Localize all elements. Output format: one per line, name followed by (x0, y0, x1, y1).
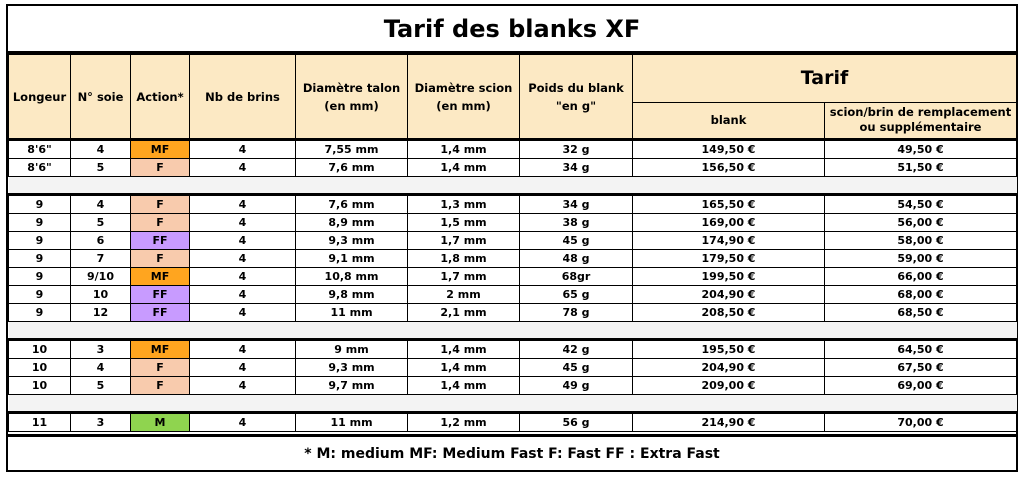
cell-scion: 1,7 mm (408, 268, 520, 286)
cell-soie: 3 (71, 340, 131, 359)
cell-remplacement: 66,00 € (825, 268, 1017, 286)
cell-talon: 7,55 mm (296, 140, 408, 159)
cell-talon: 11 mm (296, 304, 408, 322)
cell-blank: 214,90 € (633, 413, 825, 432)
cell-brins: 4 (190, 340, 296, 359)
cell-brins: 4 (190, 413, 296, 432)
cell-longeur: 9 (9, 232, 71, 250)
cell-poids: 48 g (520, 250, 633, 268)
cell-soie: 5 (71, 377, 131, 395)
cell-action: FF (131, 286, 190, 304)
table-row (9, 340, 1017, 359)
cell-soie: 4 (71, 195, 131, 214)
cell-longeur: 9 (9, 304, 71, 322)
cell-brins: 4 (190, 140, 296, 159)
table-row (9, 359, 1017, 377)
cell-soie: 10 (71, 286, 131, 304)
cell-remplacement: 54,50 € (825, 195, 1017, 214)
separator-cell (9, 322, 1017, 340)
cell-remplacement: 67,50 € (825, 359, 1017, 377)
cell-action: F (131, 359, 190, 377)
cell-poids: 34 g (520, 195, 633, 214)
cell-brins: 4 (190, 377, 296, 395)
price-sheet (6, 4, 1018, 472)
cell-blank: 195,50 € (633, 340, 825, 359)
cell-poids: 68gr (520, 268, 633, 286)
action-legend: * M: medium MF: Medium Fast F: Fast FF : Extra Fast (8, 434, 1016, 470)
cell-brins: 4 (190, 304, 296, 322)
cell-remplacement: 68,00 € (825, 286, 1017, 304)
cell-talon: 9,8 mm (296, 286, 408, 304)
cell-scion: 1,5 mm (408, 214, 520, 232)
cell-blank: 204,90 € (633, 359, 825, 377)
cell-blank: 179,50 € (633, 250, 825, 268)
cell-soie: 4 (71, 140, 131, 159)
cell-longeur: 10 (9, 340, 71, 359)
cell-poids: 45 g (520, 232, 633, 250)
cell-talon: 11 mm (296, 413, 408, 432)
header-soie: N° soie (71, 55, 131, 140)
cell-scion: 2,1 mm (408, 304, 520, 322)
cell-poids: 32 g (520, 140, 633, 159)
cell-poids: 38 g (520, 214, 633, 232)
cell-remplacement: 58,00 € (825, 232, 1017, 250)
cell-talon: 10,8 mm (296, 268, 408, 286)
cell-remplacement: 70,00 € (825, 413, 1017, 432)
cell-action: F (131, 195, 190, 214)
cell-scion: 1,2 mm (408, 413, 520, 432)
header-brins: Nb de brins (190, 55, 296, 140)
cell-scion: 1,4 mm (408, 159, 520, 177)
header-talon: Diamètre talon (en mm) (296, 55, 408, 140)
cell-action: FF (131, 304, 190, 322)
cell-brins: 4 (190, 232, 296, 250)
table-row (9, 286, 1017, 304)
cell-action: F (131, 377, 190, 395)
price-table (8, 54, 1017, 432)
header-tarif: Tarif (633, 55, 1017, 103)
cell-brins: 4 (190, 250, 296, 268)
cell-action: FF (131, 232, 190, 250)
cell-blank: 156,50 € (633, 159, 825, 177)
header-longeur: Longeur (9, 55, 71, 140)
cell-scion: 1,3 mm (408, 195, 520, 214)
cell-soie: 5 (71, 159, 131, 177)
cell-talon: 9,7 mm (296, 377, 408, 395)
cell-poids: 65 g (520, 286, 633, 304)
cell-scion: 1,7 mm (408, 232, 520, 250)
cell-brins: 4 (190, 359, 296, 377)
cell-brins: 4 (190, 268, 296, 286)
cell-scion: 1,4 mm (408, 140, 520, 159)
cell-talon: 9,3 mm (296, 359, 408, 377)
cell-soie: 9/10 (71, 268, 131, 286)
cell-remplacement: 56,00 € (825, 214, 1017, 232)
cell-talon: 9,3 mm (296, 232, 408, 250)
table-row (9, 250, 1017, 268)
cell-poids: 34 g (520, 159, 633, 177)
page-title: Tarif des blanks XF (8, 6, 1016, 54)
cell-longeur: 9 (9, 214, 71, 232)
cell-poids: 45 g (520, 359, 633, 377)
cell-talon: 7,6 mm (296, 195, 408, 214)
cell-talon: 9,1 mm (296, 250, 408, 268)
cell-talon: 7,6 mm (296, 159, 408, 177)
cell-scion: 2 mm (408, 286, 520, 304)
table-body (9, 140, 1017, 432)
cell-poids: 49 g (520, 377, 633, 395)
header-remplacement: scion/brin de remplacement ou supplémentaire (825, 102, 1017, 139)
table-row (9, 304, 1017, 322)
cell-remplacement: 64,50 € (825, 340, 1017, 359)
cell-brins: 4 (190, 159, 296, 177)
cell-poids: 42 g (520, 340, 633, 359)
cell-blank: 165,50 € (633, 195, 825, 214)
cell-action: MF (131, 268, 190, 286)
group-separator (9, 177, 1017, 195)
header-blank: blank (633, 102, 825, 139)
cell-scion: 1,4 mm (408, 377, 520, 395)
cell-longeur: 9 (9, 286, 71, 304)
cell-action: MF (131, 140, 190, 159)
cell-action: F (131, 250, 190, 268)
cell-action: F (131, 214, 190, 232)
table-row (9, 140, 1017, 159)
header-scion: Diamètre scion (en mm) (408, 55, 520, 140)
header-action: Action* (131, 55, 190, 140)
cell-brins: 4 (190, 195, 296, 214)
table-row (9, 268, 1017, 286)
cell-brins: 4 (190, 286, 296, 304)
cell-action: M (131, 413, 190, 432)
cell-soie: 5 (71, 214, 131, 232)
cell-talon: 9 mm (296, 340, 408, 359)
table-row (9, 214, 1017, 232)
cell-longeur: 10 (9, 359, 71, 377)
cell-longeur: 10 (9, 377, 71, 395)
cell-poids: 56 g (520, 413, 633, 432)
cell-remplacement: 51,50 € (825, 159, 1017, 177)
cell-blank: 149,50 € (633, 140, 825, 159)
cell-scion: 1,8 mm (408, 250, 520, 268)
table-row (9, 195, 1017, 214)
group-separator (9, 395, 1017, 413)
cell-scion: 1,4 mm (408, 340, 520, 359)
cell-remplacement: 68,50 € (825, 304, 1017, 322)
cell-action: MF (131, 340, 190, 359)
separator-cell (9, 177, 1017, 195)
cell-brins: 4 (190, 214, 296, 232)
table-row (9, 377, 1017, 395)
cell-blank: 204,90 € (633, 286, 825, 304)
cell-longeur: 8'6" (9, 140, 71, 159)
cell-blank: 174,90 € (633, 232, 825, 250)
cell-soie: 7 (71, 250, 131, 268)
cell-blank: 209,00 € (633, 377, 825, 395)
table-row (9, 232, 1017, 250)
table-row (9, 413, 1017, 432)
cell-longeur: 8'6" (9, 159, 71, 177)
cell-remplacement: 69,00 € (825, 377, 1017, 395)
cell-longeur: 11 (9, 413, 71, 432)
separator-cell (9, 395, 1017, 413)
cell-longeur: 9 (9, 268, 71, 286)
cell-scion: 1,4 mm (408, 359, 520, 377)
cell-longeur: 9 (9, 250, 71, 268)
cell-soie: 12 (71, 304, 131, 322)
header-poids: Poids du blank "en g" (520, 55, 633, 140)
cell-soie: 4 (71, 359, 131, 377)
cell-poids: 78 g (520, 304, 633, 322)
cell-longeur: 9 (9, 195, 71, 214)
cell-blank: 199,50 € (633, 268, 825, 286)
group-separator (9, 322, 1017, 340)
cell-remplacement: 59,00 € (825, 250, 1017, 268)
cell-blank: 169,00 € (633, 214, 825, 232)
cell-blank: 208,50 € (633, 304, 825, 322)
cell-action: F (131, 159, 190, 177)
cell-talon: 8,9 mm (296, 214, 408, 232)
cell-soie: 6 (71, 232, 131, 250)
cell-soie: 3 (71, 413, 131, 432)
cell-remplacement: 49,50 € (825, 140, 1017, 159)
table-row (9, 159, 1017, 177)
